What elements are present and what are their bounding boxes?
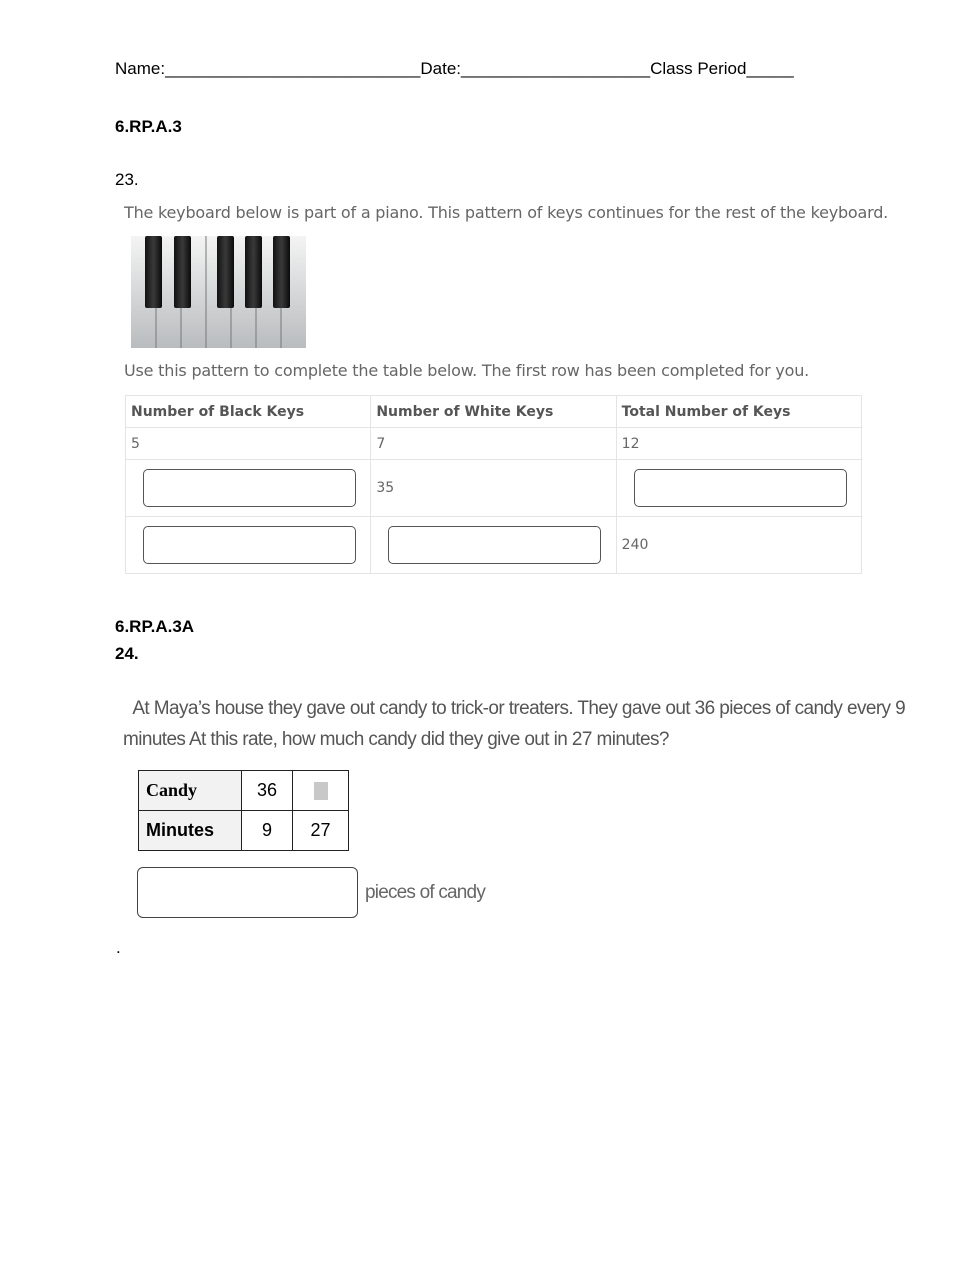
candy-label: Candy: [139, 771, 242, 811]
cell-total-keys: 240: [616, 517, 861, 574]
table-row: [126, 460, 862, 517]
header-white-keys: Number of White Keys: [371, 396, 616, 428]
name-field: Name:___________________________: [115, 59, 421, 78]
question-prompt-text: At Maya’s house they gave out candy to trick-or treaters. They gave out 36 pieces of candy every 9 minutes At this rate, how much candy did they give out in 27 minutes?: [123, 698, 906, 750]
total-keys-input-row2[interactable]: [634, 469, 847, 507]
answer-unit-label: pieces of candy: [365, 882, 486, 903]
question-prompt-24: [123, 693, 913, 755]
piano-keyboard-image: [131, 236, 306, 348]
candy-ratio-table: [138, 770, 349, 851]
black-keys-input-row2[interactable]: [143, 469, 356, 507]
cell-black-keys: [126, 460, 371, 517]
table-instruction-23: Use this pattern to complete the table below. The first row has been completed for you.: [124, 361, 810, 380]
cell-black-keys: [126, 517, 371, 574]
unknown-value-square: [314, 782, 328, 800]
candy-value: 36: [242, 771, 293, 811]
cell-white-keys: 35: [371, 460, 616, 517]
header-line: [115, 59, 794, 79]
candy-answer-input[interactable]: [137, 867, 358, 918]
candy-row: [139, 771, 349, 811]
header-black-keys: Number of Black Keys: [126, 396, 371, 428]
minutes-label: Minutes: [139, 811, 242, 851]
minutes-row: [139, 811, 349, 851]
question-number-23: 23.: [115, 170, 139, 189]
cell-white-keys: 7: [371, 428, 616, 460]
minutes-value: 27: [293, 811, 349, 851]
header-total-keys: Total Number of Keys: [616, 396, 861, 428]
cell-total-keys: [616, 460, 861, 517]
date-field: Date:____________________: [420, 59, 651, 78]
question-prompt-23: The keyboard below is part of a piano. This pattern of keys continues for the rest of the keyboard.: [124, 203, 889, 222]
cell-total-keys: 12: [616, 428, 861, 460]
standard-label-23: 6.RP.A.3: [115, 117, 182, 136]
white-keys-input-row3[interactable]: [388, 526, 601, 564]
black-keys-input-row3[interactable]: [143, 526, 356, 564]
candy-unknown-cell: [293, 771, 349, 811]
table-row: [126, 517, 862, 574]
cell-white-keys: [371, 517, 616, 574]
standard-label-24: 6.RP.A.3A: [115, 617, 195, 636]
class-period-field: Class Period_____: [650, 59, 794, 78]
minutes-value: 9: [242, 811, 293, 851]
trailing-period: .: [116, 938, 121, 957]
piano-keys-table: [125, 395, 862, 574]
question-number-24: 24.: [115, 644, 139, 663]
table-header-row: [126, 396, 862, 428]
cell-black-keys: 5: [126, 428, 371, 460]
table-row: [126, 428, 862, 460]
